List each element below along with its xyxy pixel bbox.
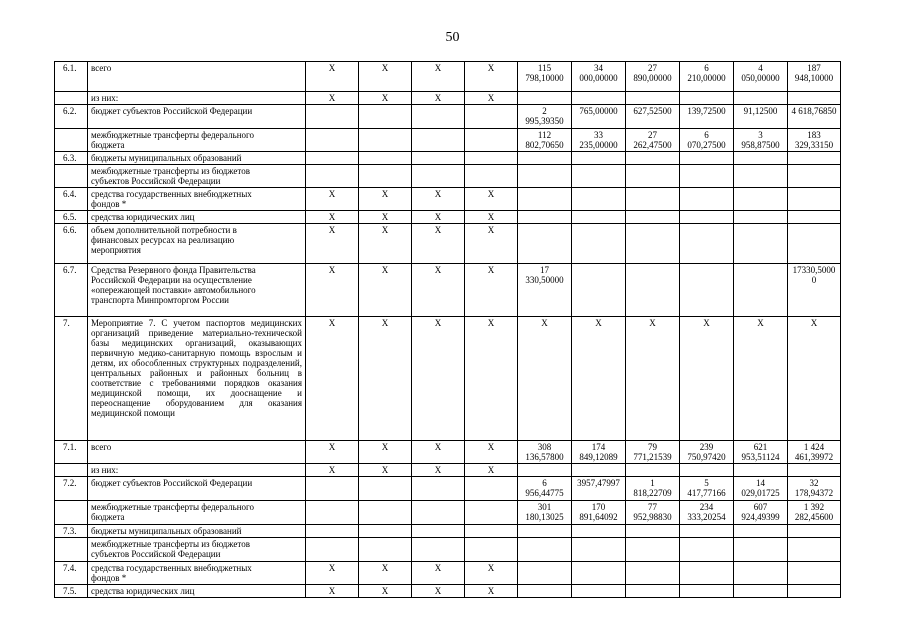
table-row (55, 92, 841, 105)
value-cell: 170 891,64092 (572, 501, 626, 525)
row-description: всего (88, 62, 306, 92)
x-cell: X (465, 188, 518, 211)
value-cell (518, 152, 572, 165)
value-cell: 17330,5000 0 (788, 264, 841, 317)
x-cell: X (359, 562, 412, 585)
row-description: средства юридических лиц (88, 211, 306, 224)
value-cell (518, 188, 572, 211)
table-row (55, 62, 841, 92)
x-cell: X (359, 441, 412, 464)
value-cell (626, 165, 680, 188)
value-cell (518, 525, 572, 538)
value-cell (626, 538, 680, 562)
value-cell (680, 538, 734, 562)
row-number (55, 464, 88, 477)
row-description: всего (88, 441, 306, 464)
value-cell: 607 924,49399 (734, 501, 788, 525)
value-cell (626, 188, 680, 211)
x-cell: X (412, 441, 465, 464)
value-cell (680, 165, 734, 188)
row-number: 7. (55, 317, 88, 441)
table-row (55, 165, 841, 188)
x-cell: X (465, 264, 518, 317)
x-cell: X (465, 224, 518, 264)
value-cell: X (572, 317, 626, 441)
value-cell (626, 264, 680, 317)
value-cell (518, 92, 572, 105)
value-cell: 139,72500 (680, 105, 734, 129)
x-cell (412, 105, 465, 129)
row-number (55, 92, 88, 105)
value-cell (680, 585, 734, 598)
x-cell: X (306, 441, 359, 464)
value-cell (788, 585, 841, 598)
value-cell (734, 525, 788, 538)
value-cell: 115 798,10000 (518, 62, 572, 92)
row-description: средства государственных внебюджетных фондов * (88, 562, 306, 585)
row-number (55, 129, 88, 152)
value-cell (518, 562, 572, 585)
x-cell: X (465, 62, 518, 92)
value-cell: 765,00000 (572, 105, 626, 129)
row-number: 7.3. (55, 525, 88, 538)
value-cell: 2 995,39350 (518, 105, 572, 129)
value-cell (626, 525, 680, 538)
x-cell (306, 538, 359, 562)
row-description: бюджет субъектов Российской Федерации (88, 477, 306, 501)
row-number: 6.1. (55, 62, 88, 92)
x-cell: X (412, 92, 465, 105)
x-cell (359, 152, 412, 165)
x-cell (359, 501, 412, 525)
value-cell (734, 211, 788, 224)
x-cell (412, 165, 465, 188)
value-cell (518, 165, 572, 188)
row-description: бюджеты муниципальных образований (88, 525, 306, 538)
x-cell: X (465, 441, 518, 464)
value-cell: X (626, 317, 680, 441)
table-row (55, 477, 841, 501)
x-cell (412, 477, 465, 501)
table-row (55, 152, 841, 165)
x-cell: X (412, 188, 465, 211)
value-cell (680, 224, 734, 264)
value-cell (734, 585, 788, 598)
value-cell (788, 211, 841, 224)
value-cell (572, 264, 626, 317)
value-cell (788, 525, 841, 538)
value-cell (788, 224, 841, 264)
x-cell: X (465, 317, 518, 441)
x-cell: X (306, 62, 359, 92)
x-cell: X (306, 92, 359, 105)
row-description: из них: (88, 92, 306, 105)
value-cell: 4 050,00000 (734, 62, 788, 92)
value-cell: 27 890,00000 (626, 62, 680, 92)
x-cell: X (412, 585, 465, 598)
x-cell: X (412, 562, 465, 585)
x-cell: X (306, 211, 359, 224)
value-cell: 621 953,51124 (734, 441, 788, 464)
value-cell (788, 538, 841, 562)
table-row (55, 224, 841, 264)
value-cell: 1 818,22709 (626, 477, 680, 501)
value-cell: 77 952,98830 (626, 501, 680, 525)
value-cell: X (788, 317, 841, 441)
x-cell: X (412, 464, 465, 477)
table-row (55, 464, 841, 477)
x-cell: X (306, 264, 359, 317)
x-cell: X (306, 562, 359, 585)
table-row (55, 525, 841, 538)
value-cell: 1 392 282,45600 (788, 501, 841, 525)
row-number: 6.6. (55, 224, 88, 264)
row-number: 6.3. (55, 152, 88, 165)
value-cell (572, 92, 626, 105)
value-cell (626, 92, 680, 105)
x-cell: X (412, 224, 465, 264)
value-cell (518, 224, 572, 264)
value-cell (788, 562, 841, 585)
value-cell: 6 070,27500 (680, 129, 734, 152)
value-cell (788, 152, 841, 165)
value-cell (680, 464, 734, 477)
budget-table (54, 61, 841, 598)
value-cell: 4 618,76850 (788, 105, 841, 129)
x-cell (306, 152, 359, 165)
value-cell (734, 562, 788, 585)
value-cell (572, 525, 626, 538)
value-cell: 112 802,70650 (518, 129, 572, 152)
row-number: 7.4. (55, 562, 88, 585)
x-cell: X (359, 585, 412, 598)
value-cell (518, 464, 572, 477)
row-description: межбюджетные трансферты из бюджетов субъектов Российской Федерации (88, 538, 306, 562)
value-cell (518, 211, 572, 224)
x-cell (306, 477, 359, 501)
value-cell: 174 849,12089 (572, 441, 626, 464)
x-cell: X (412, 264, 465, 317)
row-description: объем дополнительной потребности в финансовых ресурсах на реализацию мероприятия (88, 224, 306, 264)
value-cell: 6 956,44775 (518, 477, 572, 501)
value-cell (572, 585, 626, 598)
value-cell: 33 235,00000 (572, 129, 626, 152)
x-cell: X (465, 211, 518, 224)
value-cell: 14 029,01725 (734, 477, 788, 501)
value-cell (680, 92, 734, 105)
table-row (55, 441, 841, 464)
value-cell (680, 152, 734, 165)
value-cell (572, 152, 626, 165)
x-cell: X (359, 62, 412, 92)
row-description: межбюджетные трансферты федерального бюджета (88, 129, 306, 152)
value-cell (734, 538, 788, 562)
row-number: 6.5. (55, 211, 88, 224)
value-cell (572, 538, 626, 562)
value-cell: 3 958,87500 (734, 129, 788, 152)
row-description: бюджеты муниципальных образований (88, 152, 306, 165)
value-cell (680, 211, 734, 224)
value-cell (680, 562, 734, 585)
value-cell: 627,52500 (626, 105, 680, 129)
value-cell: 301 180,13025 (518, 501, 572, 525)
x-cell: X (306, 585, 359, 598)
x-cell (465, 525, 518, 538)
value-cell: 91,12500 (734, 105, 788, 129)
row-number: 7.2. (55, 477, 88, 501)
row-number (55, 538, 88, 562)
value-cell (734, 165, 788, 188)
value-cell (788, 188, 841, 211)
table-row (55, 211, 841, 224)
value-cell (680, 525, 734, 538)
x-cell (465, 152, 518, 165)
x-cell: X (359, 188, 412, 211)
table-row (55, 129, 841, 152)
x-cell: X (465, 562, 518, 585)
x-cell: X (359, 464, 412, 477)
x-cell (412, 129, 465, 152)
value-cell (680, 188, 734, 211)
value-cell (626, 224, 680, 264)
value-cell: 5 417,77166 (680, 477, 734, 501)
table-row (55, 317, 841, 441)
value-cell: 234 333,20254 (680, 501, 734, 525)
row-description: из них: (88, 464, 306, 477)
x-cell: X (359, 224, 412, 264)
value-cell (518, 538, 572, 562)
x-cell: X (306, 188, 359, 211)
x-cell (359, 477, 412, 501)
value-cell (734, 152, 788, 165)
value-cell (788, 165, 841, 188)
x-cell: X (465, 464, 518, 477)
value-cell (788, 92, 841, 105)
row-description: межбюджетные трансферты федерального бюджета (88, 501, 306, 525)
x-cell (359, 129, 412, 152)
x-cell: X (359, 317, 412, 441)
x-cell (465, 501, 518, 525)
row-number: 6.7. (55, 264, 88, 317)
value-cell (572, 188, 626, 211)
row-number: 6.2. (55, 105, 88, 129)
value-cell: 6 210,00000 (680, 62, 734, 92)
row-description: межбюджетные трансферты из бюджетов субъектов Российской Федерации (88, 165, 306, 188)
x-cell (465, 129, 518, 152)
x-cell (306, 129, 359, 152)
value-cell: 32 178,94372 (788, 477, 841, 501)
value-cell: 187 948,10000 (788, 62, 841, 92)
value-cell (734, 224, 788, 264)
value-cell (626, 211, 680, 224)
value-cell: 17 330,50000 (518, 264, 572, 317)
value-cell: 1 424 461,39972 (788, 441, 841, 464)
row-description: бюджет субъектов Российской Федерации (88, 105, 306, 129)
value-cell: 3957,47997 (572, 477, 626, 501)
value-cell: X (734, 317, 788, 441)
x-cell (306, 165, 359, 188)
table-row (55, 501, 841, 525)
value-cell: 183 329,33150 (788, 129, 841, 152)
table-row (55, 562, 841, 585)
value-cell (734, 188, 788, 211)
x-cell (306, 501, 359, 525)
x-cell: X (412, 211, 465, 224)
row-description: средства юридических лиц (88, 585, 306, 598)
value-cell (626, 152, 680, 165)
row-number (55, 165, 88, 188)
value-cell (572, 562, 626, 585)
value-cell (680, 264, 734, 317)
x-cell (359, 525, 412, 538)
row-description: Средства Резервного фонда Правительства Российской Федерации на осуществление «опережающей поставки» автомобильного транспорта Минпромторгом России (88, 264, 306, 317)
value-cell: 34 000,00000 (572, 62, 626, 92)
value-cell (626, 464, 680, 477)
value-cell (572, 211, 626, 224)
row-number: 6.4. (55, 188, 88, 211)
value-cell (572, 165, 626, 188)
value-cell: X (680, 317, 734, 441)
x-cell (412, 501, 465, 525)
x-cell (359, 538, 412, 562)
x-cell (465, 165, 518, 188)
row-number: 7.1. (55, 441, 88, 464)
value-cell (788, 464, 841, 477)
value-cell (734, 264, 788, 317)
value-cell (626, 585, 680, 598)
x-cell (465, 477, 518, 501)
x-cell (465, 538, 518, 562)
x-cell: X (359, 264, 412, 317)
value-cell: X (518, 317, 572, 441)
value-cell (518, 585, 572, 598)
value-cell: 27 262,47500 (626, 129, 680, 152)
x-cell: X (412, 317, 465, 441)
table-row (55, 105, 841, 129)
x-cell: X (465, 585, 518, 598)
row-number (55, 501, 88, 525)
value-cell (734, 92, 788, 105)
x-cell: X (465, 92, 518, 105)
row-description: Мероприятие 7. С учетом паспортов медицинских организаций приведение материально-технической базы медицинских организаций, оказывающих первичную медико-санитарную помощь взрослым и детям, их обособленных структурных подразделений, центральных районных и районных больниц в соответствие с требованиями порядков оказания медицинской помощи, их дооснащение и переоснащение оборудованием для оказания медицинской помощи (88, 317, 306, 441)
page-number: 50 (445, 30, 460, 45)
row-description: средства государственных внебюджетных фондов * (88, 188, 306, 211)
value-cell (734, 464, 788, 477)
value-cell: 308 136,57800 (518, 441, 572, 464)
x-cell (359, 105, 412, 129)
x-cell: X (306, 464, 359, 477)
row-number: 7.5. (55, 585, 88, 598)
table-row (55, 538, 841, 562)
x-cell: X (359, 211, 412, 224)
x-cell (359, 165, 412, 188)
table-row (55, 188, 841, 211)
value-cell (572, 464, 626, 477)
value-cell: 239 750,97420 (680, 441, 734, 464)
value-cell (572, 224, 626, 264)
value-cell (626, 562, 680, 585)
x-cell (465, 105, 518, 129)
x-cell: X (306, 224, 359, 264)
x-cell (412, 538, 465, 562)
x-cell (412, 525, 465, 538)
x-cell (306, 525, 359, 538)
value-cell: 79 771,21539 (626, 441, 680, 464)
x-cell: X (306, 317, 359, 441)
x-cell (412, 152, 465, 165)
x-cell: X (359, 92, 412, 105)
table-row (55, 585, 841, 598)
x-cell (306, 105, 359, 129)
table-row (55, 264, 841, 317)
x-cell: X (412, 62, 465, 92)
